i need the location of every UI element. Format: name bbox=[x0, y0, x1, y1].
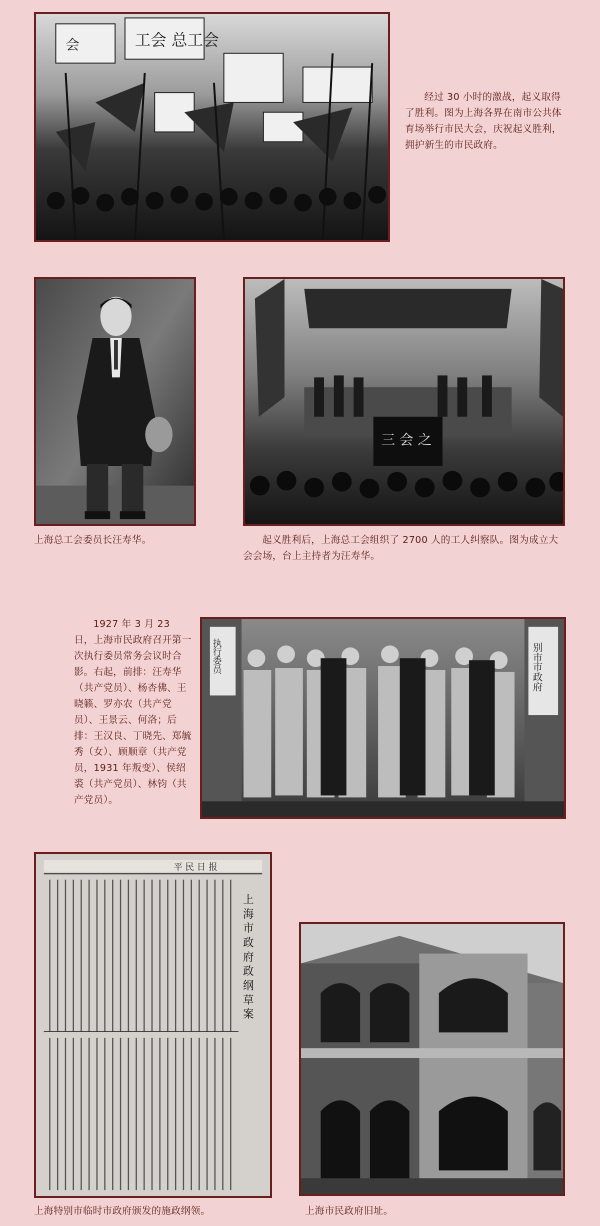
newspaper-caption: 上海特别市临时市政府颁发的施政纲领。 bbox=[34, 1206, 211, 1217]
picket-rally-photo bbox=[243, 277, 565, 526]
group-sign-left: 执行委员 bbox=[210, 638, 221, 674]
rally-photo bbox=[34, 12, 390, 242]
svg-text:会: 会 bbox=[65, 37, 80, 54]
newspaper-headline: 上 海 市 政 府 政 纲 草 案 bbox=[241, 893, 255, 1019]
committee-group-caption: 1927 年 3 月 23 日，上海市民政府召开第一次执行委员常务会议时合影。右起，前排：汪寿华（共产党员）、杨杏佛、王晓籁、罗亦农（共产党员）、王景云、何洛；后排：王汉良、丁晓先、郑毓秀（女）、顾顺章（共产党员，1931 年叛变）、侯绍裘（共产党员）、林钧（共产党员）。 bbox=[74, 619, 192, 806]
rally-caption: 经过 30 小时的激战，起义取得了胜利。图为上海各界在南市公共体育场举行市民大会，庆祝起义胜利，拥护新生的市民政府。 bbox=[405, 92, 562, 151]
wang-portrait-caption: 上海总工会委员长汪寿华。 bbox=[34, 535, 152, 546]
group-sign-right: 别市市政府 bbox=[530, 642, 542, 692]
newspaper-masthead: 平 民 日 报 bbox=[173, 862, 218, 873]
government-building-caption: 上海市民政府旧址。 bbox=[305, 1206, 394, 1217]
government-building-photo bbox=[299, 922, 565, 1196]
rally-banner-text: 工会 总工会 bbox=[134, 30, 219, 50]
picket-rally-caption: 起义胜利后，上海总工会组织了 2700 人的工人纠察队。图为成立大会会场，台上主持者为汪寿华。 bbox=[243, 535, 559, 562]
picket-stage-text: 三 会 之 bbox=[381, 432, 432, 449]
wang-portrait-photo bbox=[34, 277, 196, 526]
committee-group-photo bbox=[200, 617, 566, 819]
newspaper-photo bbox=[34, 852, 272, 1198]
